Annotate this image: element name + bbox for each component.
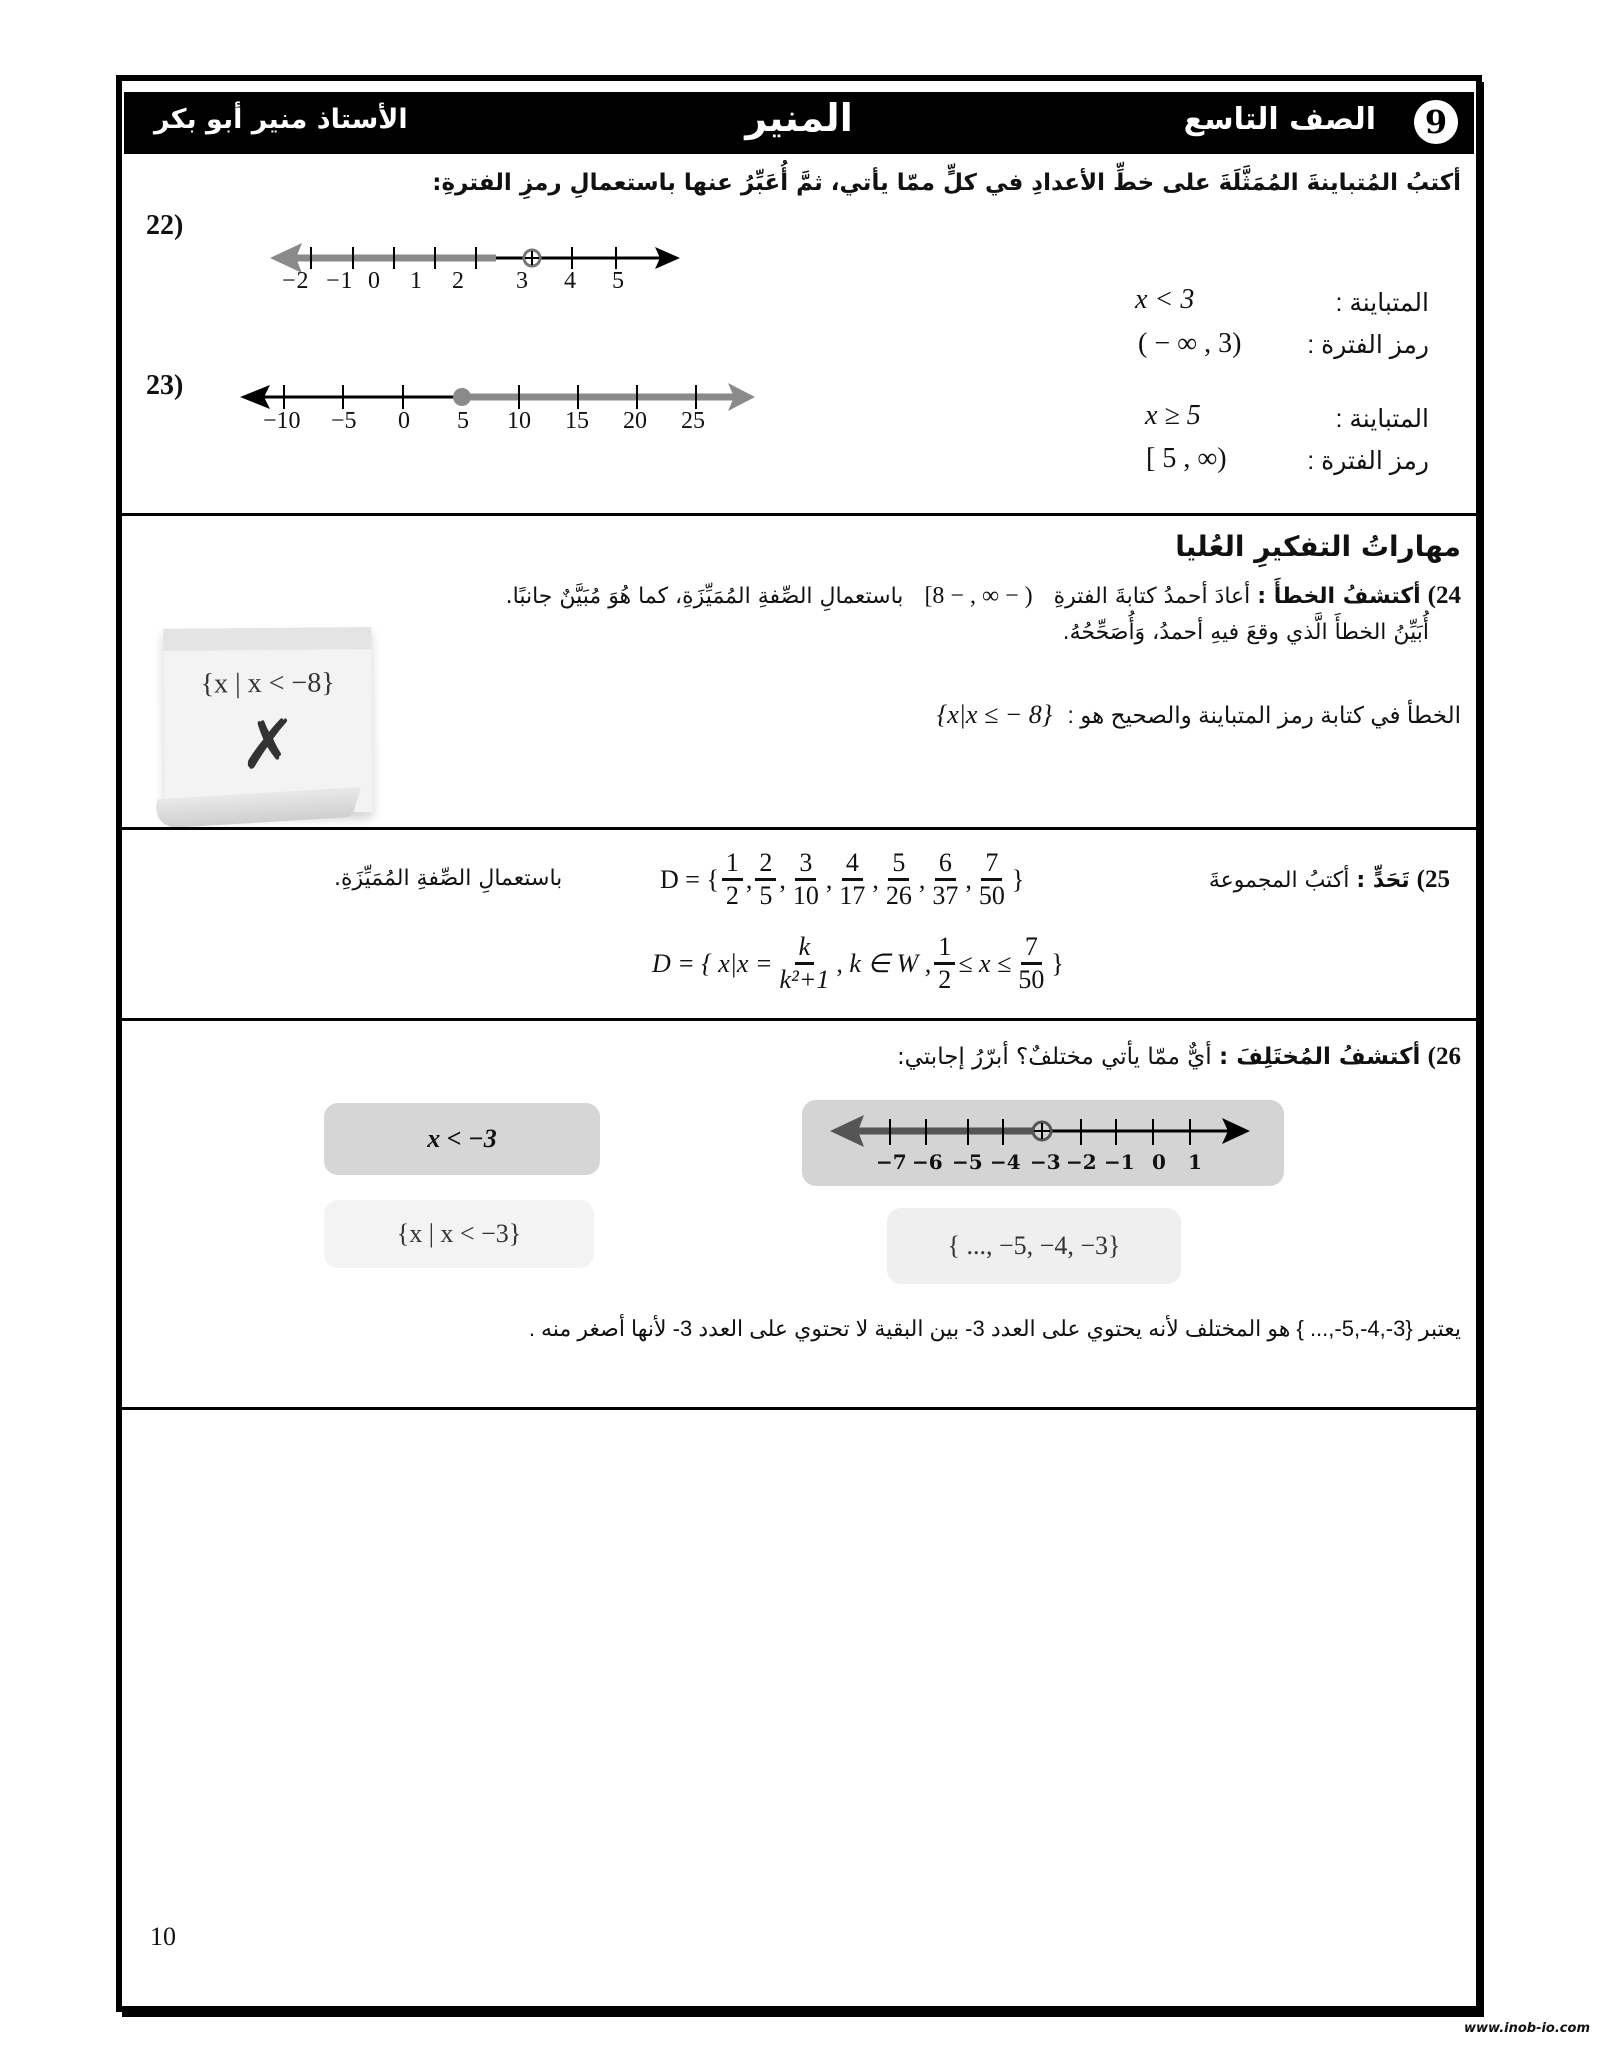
header-title: المنير xyxy=(745,96,853,140)
q24-title: أكتشفُ الخطأَ : xyxy=(1257,584,1421,609)
q26-number: 26) xyxy=(1427,1043,1461,1070)
section-divider-4 xyxy=(122,1407,1476,1410)
grade-label: الصف التاسع xyxy=(1183,102,1376,137)
section1-instruction: أكتبُ المُتباينةَ المُمَثَّلَةَ على خطِّ الأعدادِ في كلٍّ ممّا يأتي، ثمَّ أُعَبِّرُ عنها باستعمالِ رمزِ الفترةِ: xyxy=(432,170,1461,196)
sticky-band xyxy=(163,627,371,651)
q24-line1 xyxy=(161,582,1461,610)
q23-inequality: x ≥ 5 xyxy=(1145,400,1201,431)
q24-answer-math: {x|x ≤ − 8} xyxy=(936,700,1053,729)
section-divider-1 xyxy=(122,513,1476,516)
fraction: $\frac{k}{\text{k²+1}}$ xyxy=(779,932,830,994)
page-number: 10 xyxy=(150,1922,176,1951)
fraction: $\frac{7}{50}$ xyxy=(978,848,1005,910)
grade-badge: 9 xyxy=(1414,100,1458,144)
fraction: $\frac{1}{2}$ xyxy=(934,932,955,995)
q23-interval: [ 5 , ∞) xyxy=(1146,443,1227,474)
q25-text-after: باستعمالِ الصِّفةِ المُمَيِّزَةِ. xyxy=(334,866,563,891)
fraction: $\frac{1}{2}$ xyxy=(722,848,743,911)
q25-number: 25) xyxy=(1416,866,1450,893)
fraction: $\frac{2}{5}$ xyxy=(755,848,776,911)
q25-text: أكتبُ المجموعةَ xyxy=(1208,868,1350,893)
watermark: www.inob-io.com xyxy=(1464,2021,1590,2036)
section-divider-3 xyxy=(122,1018,1476,1021)
q26-text: أيٌّ ممّا يأتي مختلفٌ؟ أبرّرُ إجابتي: xyxy=(896,1044,1212,1070)
q24-sticky-note xyxy=(163,627,373,814)
q22-interval-label: رمز الفترة : xyxy=(1307,331,1429,359)
q24-number: 24) xyxy=(1427,582,1461,609)
fraction: $\frac{7}{50}$ xyxy=(1018,932,1045,994)
q23-inequality-label: المتباينة : xyxy=(1335,405,1429,433)
q25-title: تَحَدٍّ : xyxy=(1356,868,1410,893)
fraction: $\frac{5}{26}$ xyxy=(885,848,912,910)
q25-set-name: D = { xyxy=(660,864,719,894)
q26-answer: يعتبر {3-,4-,5-,... } هو المختلف لأنه يحتوي على العدد 3- بين البقية لا تحتوي على العدد 3- لأنها أصغر منه . xyxy=(528,1316,1461,1341)
section-divider-2 xyxy=(122,827,1476,830)
card-number-line: −7 −6 −5 −4 −3 −2 −1 0 1 xyxy=(802,1100,1284,1186)
q24-answer xyxy=(937,700,1461,730)
q24-answer-text: الخطأ في كتابة رمز المتباينة والصحيح هو : xyxy=(1067,702,1461,728)
card-inequality: x < −3 xyxy=(324,1103,600,1175)
q22-interval: ( − ∞ , 3) xyxy=(1138,328,1242,359)
card-setbuilder: {x | x < −3} xyxy=(324,1200,594,1268)
wrong-x-icon: ✗ xyxy=(239,705,298,786)
q24-text-part1: أعادَ أحمدُ كتابةَ الفترةِ xyxy=(1053,584,1251,609)
sticky-note-text: {x | x < −8} xyxy=(200,667,335,700)
header-bar xyxy=(124,92,1474,154)
q22-inequality: x < 3 xyxy=(1135,284,1195,315)
fraction: $\frac{3}{10}$ xyxy=(792,848,819,910)
q25-set-close: } xyxy=(1011,864,1025,894)
q25-answer-ineq: ≤ x ≤ xyxy=(958,948,1012,978)
q24-text-part2: باستعمالِ الصِّفةِ المُمَيِّزَةِ، كما هُوَ مُبَيَّنٌ جانبًا. xyxy=(505,584,904,609)
q25-answer-suffix: } xyxy=(1051,948,1064,978)
q26-line xyxy=(897,1043,1461,1071)
teacher-name: الأستاذ منير أبو بكر xyxy=(154,104,408,135)
fraction: $\frac{4}{17}$ xyxy=(839,848,866,910)
q23-number: 23) xyxy=(146,370,184,401)
q25-line1 xyxy=(150,848,1450,918)
q26-title: أكتشفُ المُختَلِفَ : xyxy=(1219,1044,1421,1070)
q25-answer xyxy=(652,932,1064,995)
q25-set: D = { $\frac{1}{2}$ , $\frac{2}{5}$ , $\frac{3}{10}$ , $\frac{4}{17}$ , $\frac{5}{26}$ , $\frac{6}{37}$ , $\frac{7}{50}$ } xyxy=(660,848,1025,910)
section2-heading: مهاراتُ التفكيرِ العُليا xyxy=(1175,530,1461,563)
q24-interval: [8 − , ∞ − ) xyxy=(924,583,1033,609)
q22-inequality-label: المتباينة : xyxy=(1335,289,1429,317)
q25-answer-middle: , k ∈ W , xyxy=(836,948,932,978)
fraction: $\frac{6}{37}$ xyxy=(932,848,959,910)
q24-line2: أُبَيِّنُ الخطأَ الَّذي وقعَ فيهِ أحمدُ، وَأُصَحِّحُهُ. xyxy=(1062,620,1429,645)
q22-number: 22) xyxy=(146,210,184,241)
q25-answer-prefix: D = { x|x = xyxy=(652,948,773,978)
card-roster: { ..., −5, −4, −3} xyxy=(887,1208,1181,1284)
q23-interval-label: رمز الفترة : xyxy=(1307,447,1429,475)
